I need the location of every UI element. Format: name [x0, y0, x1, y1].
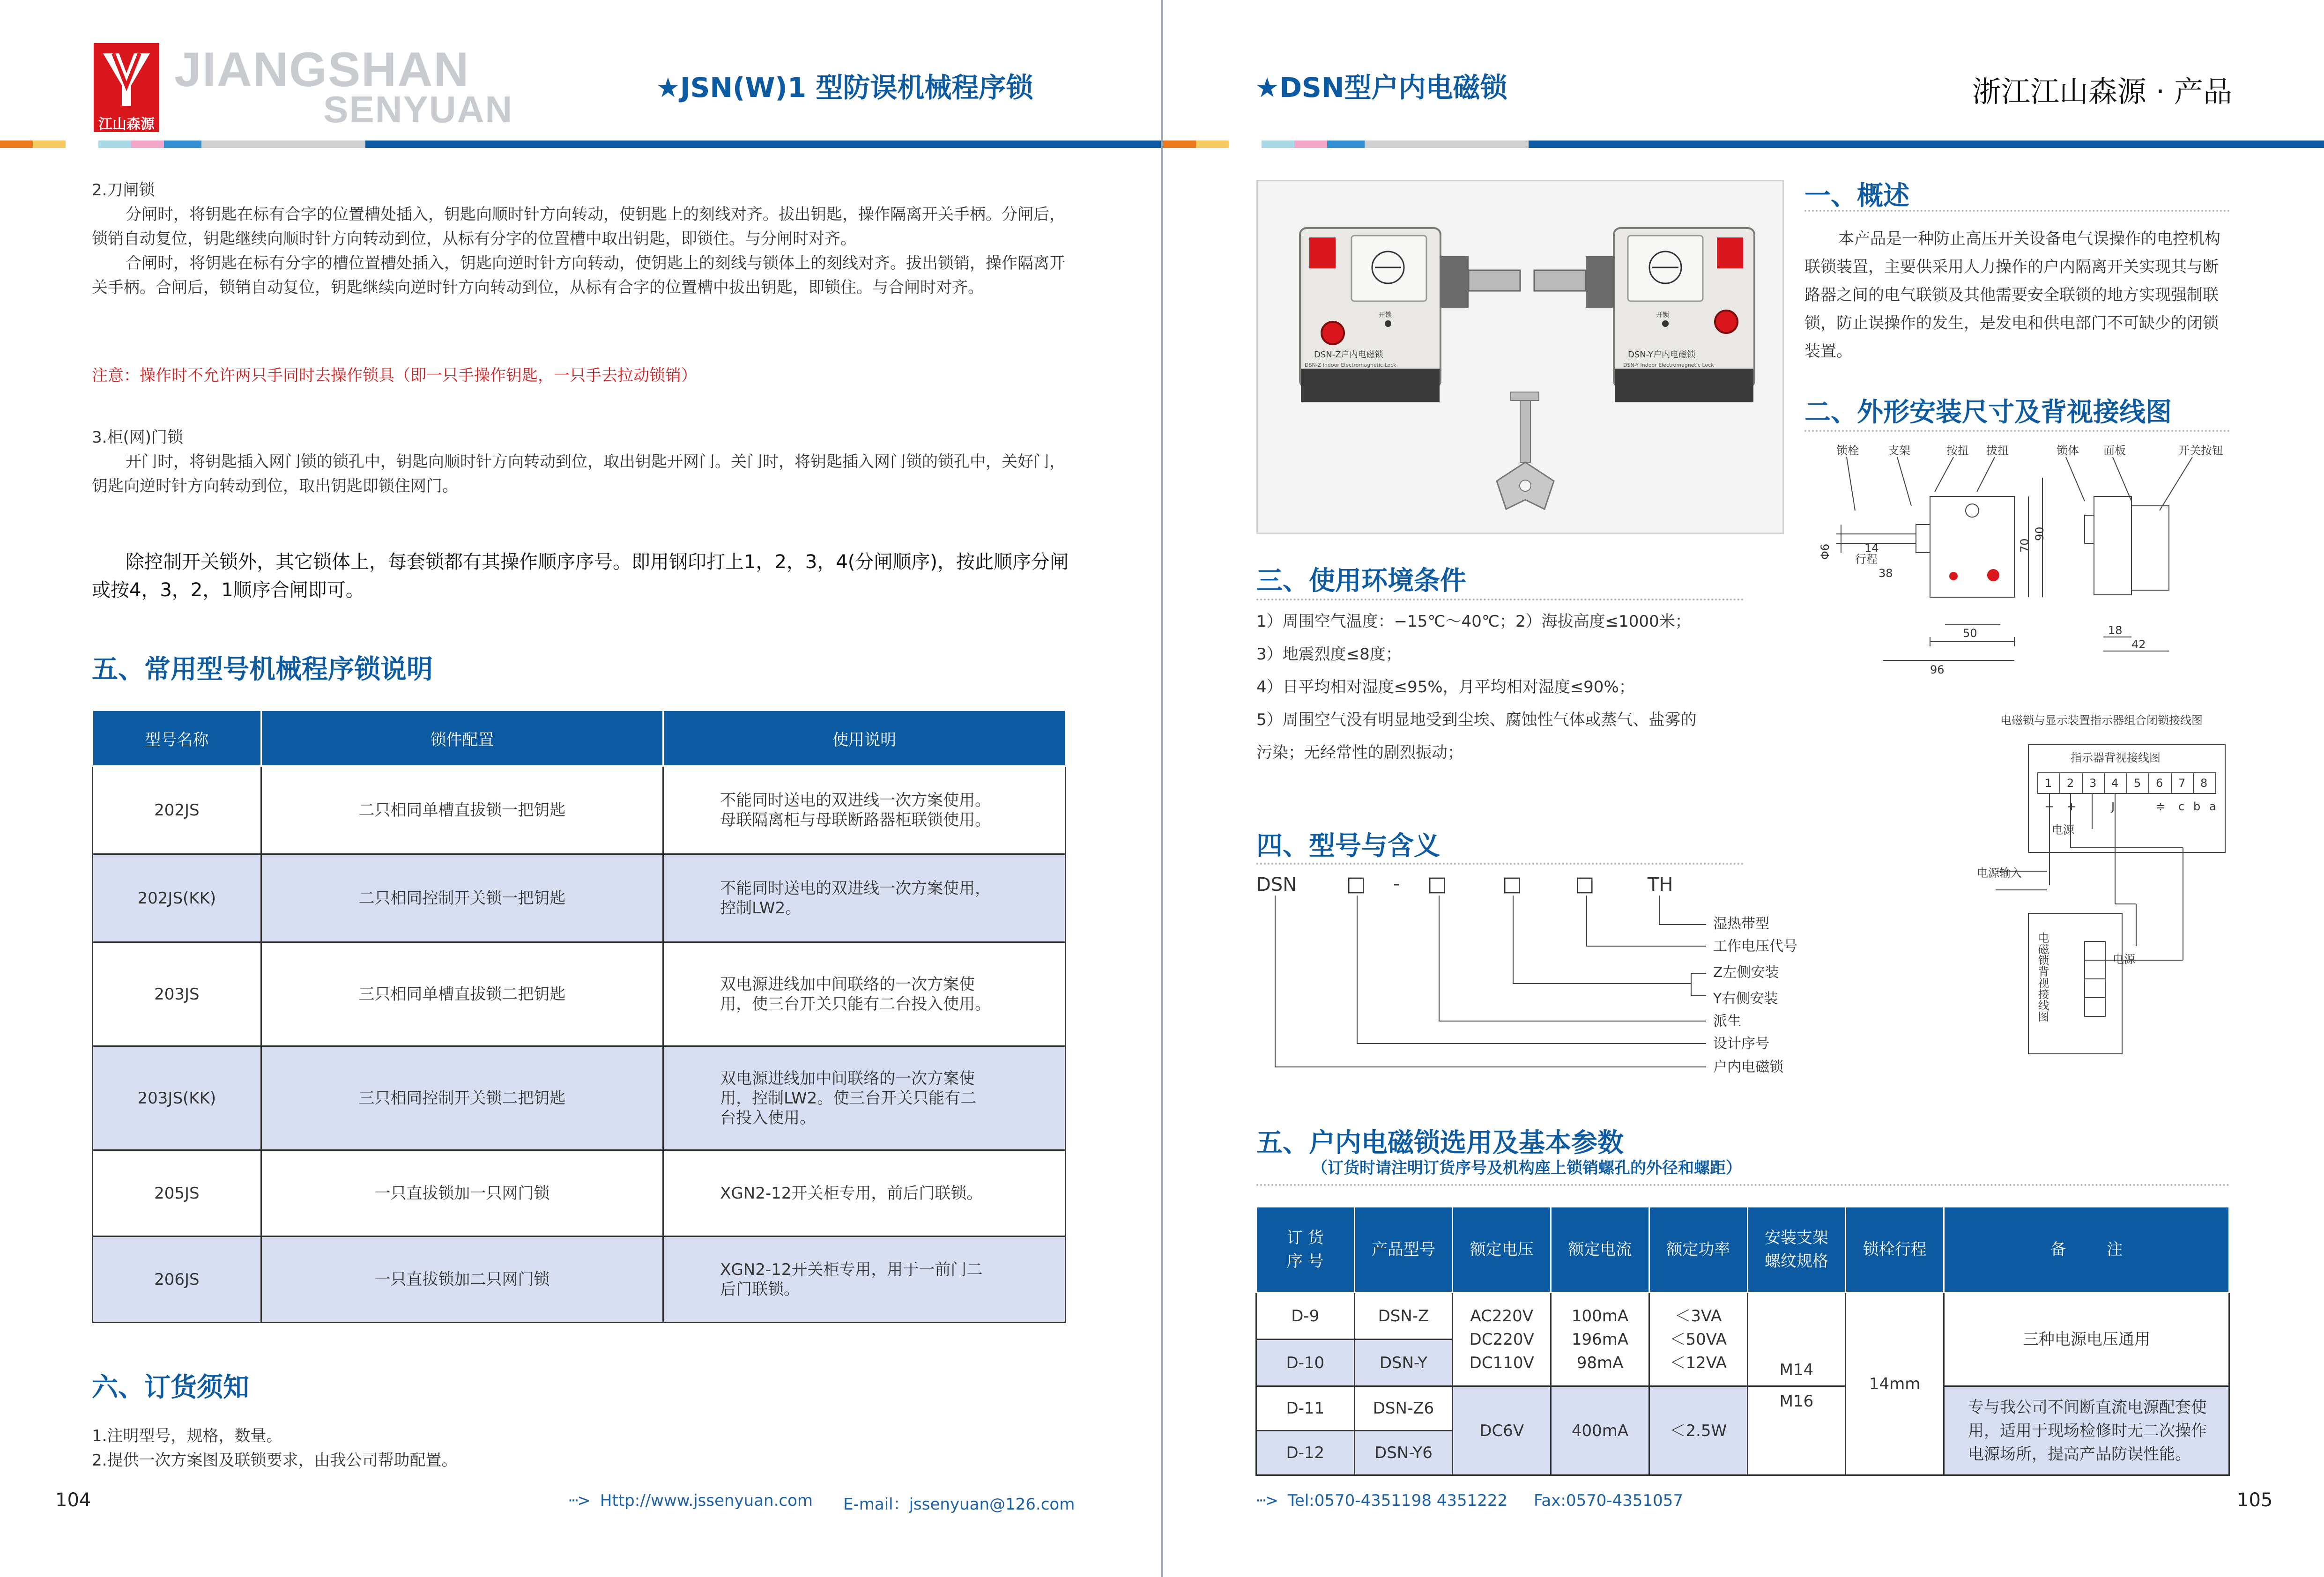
footer-website[interactable]: [568, 1491, 813, 1510]
terminal-3: 3: [2089, 777, 2097, 790]
terminal-7: 7: [2178, 777, 2186, 790]
label-lock-body: 锁体: [2057, 444, 2079, 457]
order-note-1: 1.注明型号，规格，数量。: [92, 1427, 282, 1445]
phone-text: Tel:0570-4351198 4351222: [1287, 1491, 1508, 1510]
dim-42: 42: [2131, 638, 2146, 651]
usage-cell: 双电源进线加中间联络的一次方案使 用，使三台开关只能有二台投入使用。: [663, 942, 1066, 1046]
left-page-title: ★JSN(W)1 型防误机械程序锁: [656, 72, 1033, 104]
electromagnetic-lock-table: [1255, 1206, 2230, 1476]
knife-lock-open-text: 分闸时，将钥匙在标有合字的位置槽处插入，钥匙向顺时针方向转动，使钥匙上的刻线对齐。拔出钥匙，操作隔离开关手柄。分闸后，锁销自动复位，钥匙继续向顺时针方向转动到位，从标有分字的位置槽中取出钥匙，即锁住。与分闸时对齐。: [92, 205, 1065, 248]
meaning-humid-tropical: 湿热带型: [1713, 916, 1769, 932]
meaning-design-number: 设计序号: [1713, 1036, 1769, 1052]
warning-text: 注意：操作时不允许两只手同时去操作锁具（即一只手操作钥匙，一只手去拉动锁销）: [92, 366, 697, 385]
arrow-icon: ···>: [568, 1491, 589, 1510]
dim-stroke: 行程: [1855, 553, 1878, 566]
col-header-model: 产品型号: [1354, 1207, 1453, 1293]
power-cell: ＜3VA ＜50VA ＜12VA: [1649, 1293, 1747, 1386]
logo-text: 江山森源: [98, 116, 155, 133]
col-header-config: 锁件配置: [261, 711, 663, 766]
wiring-caption: 电磁锁与显示装置指示器组合闭锁接线图: [2000, 714, 2203, 727]
col-header-note: 备 注: [1944, 1207, 2229, 1293]
model-box-4: □: [1575, 872, 1595, 896]
env-line-1: 1）周围空气温度：−15℃～40℃；2）海拔高度≤1000米；: [1256, 612, 1691, 631]
col-header-current: 额定电流: [1551, 1207, 1649, 1293]
model-cell: DSN-Y: [1354, 1340, 1453, 1386]
model-box-2: □: [1427, 872, 1447, 896]
config-cell: 三只相同控制开关锁二把钥匙: [261, 1046, 663, 1150]
meaning-left-install: Z左侧安装: [1713, 964, 1779, 981]
meaning-indoor-lock: 户内电磁锁: [1713, 1059, 1783, 1075]
page-number-left: 104: [55, 1489, 91, 1511]
brand-name-top: JIANGSHAN: [174, 43, 470, 97]
logo-y-icon: [100, 49, 153, 109]
knife-lock-title: 2.刀闸锁: [92, 181, 155, 200]
dim-70: 70: [2018, 538, 2031, 553]
label-switch-button: 开关按钮: [2178, 444, 2223, 457]
col-header-power: 额定功率: [1649, 1207, 1747, 1293]
right-page-title: ★DSN型户内电磁锁: [1255, 72, 1507, 104]
overview-text: 本产品是一种防止高压开关设备电气误操作的电控机构联锁装置，主要供采用人力操作的户内隔离开关实现其与断路器之间的电气联锁及其他需要安全联锁的地方实现强制联锁，防止误操作的发生，是发电和供电部门不可缺少的闭锁装置。: [1804, 230, 2220, 361]
config-cell: 三只相同单槽直拔锁二把钥匙: [261, 942, 663, 1046]
model-cell: 202JS: [93, 766, 261, 854]
order-cell: D-12: [1256, 1431, 1355, 1475]
brand-name-bottom: SENYUAN: [323, 89, 513, 130]
power-label-bottom: 电源: [2113, 953, 2135, 966]
model-suffix: TH: [1648, 874, 1673, 896]
table-row: [1256, 1386, 2229, 1431]
dimension-heading: 二、外形安装尺寸及背视接线图: [1804, 397, 2172, 428]
model-cell: 205JS: [93, 1150, 261, 1236]
divider: [1804, 430, 2230, 432]
power-input-label: 电源输入: [1977, 866, 2022, 880]
arrow-icon: ···>: [1255, 1491, 1277, 1510]
company-logo: [94, 43, 159, 132]
knife-lock-section: [92, 178, 1071, 300]
mark-plus: +: [2067, 800, 2077, 813]
env-line-3: 4）日平均相对湿度≤95%，月平均相对湿度≤90%；: [1256, 678, 1635, 696]
model-cell: 203JS(KK): [93, 1046, 261, 1150]
table-row: [1256, 1293, 2229, 1340]
config-cell: 一只直拔锁加一只网门锁: [261, 1150, 663, 1236]
key-icon: [1497, 392, 1554, 509]
company-name: 浙江江山森源 · 产品: [1972, 74, 2232, 109]
terminal-8: 8: [2200, 777, 2208, 790]
table-row: [93, 942, 1066, 1046]
col-header-thread: 安装支架 螺纹规格: [1747, 1207, 1846, 1293]
lock-z-illustration: [1300, 228, 1520, 402]
footer-fax: Fax:0570-4351057: [1534, 1491, 1684, 1510]
website-link[interactable]: Http://www.jssenyuan.com: [600, 1491, 813, 1510]
footer-email[interactable]: E-mail：jssenyuan@126.com: [843, 1495, 1075, 1514]
power-cell: ＜2.5W: [1649, 1386, 1747, 1475]
table-header-row: [93, 711, 1066, 766]
thread-cell: M16: [1747, 1386, 1846, 1475]
order-note-2: 2.提供一次方案图及联锁要求，由我公司帮助配置。: [92, 1451, 458, 1470]
order-notes: [92, 1424, 1029, 1473]
divider: [1256, 599, 1744, 600]
cabinet-lock-section: [92, 425, 1071, 498]
terminal-1: 1: [2045, 777, 2052, 790]
usage-cell: XGN2-12开关柜专用，前后门联锁。: [663, 1150, 1066, 1236]
environment-list: [1256, 605, 1795, 769]
lock-z-label: DSN-Z户内电磁锁: [1314, 350, 1383, 360]
order-cell: D-9: [1256, 1293, 1355, 1340]
env-line-5: 污染；无经常性的剧烈振动；: [1256, 743, 1463, 762]
product-photo: [1256, 180, 1784, 534]
dim-90: 90: [2033, 526, 2046, 541]
model-box-3: □: [1502, 872, 1522, 896]
label-panel: 面板: [2103, 444, 2126, 457]
current-cell: 100mA 196mA 98mA: [1551, 1293, 1649, 1386]
mark-c: c: [2178, 800, 2185, 813]
mark-b: b: [2193, 800, 2201, 813]
env-line-2: 3）地震烈度≤8度；: [1256, 645, 1402, 664]
label-pull-button: 拔扭: [1986, 444, 2009, 457]
table-row: [93, 1150, 1066, 1236]
note-cell: 专与我公司不间断直流电源配套使 用，适用于现场检修时无二次操作 电源场所，提高产品防误性能。: [1944, 1386, 2229, 1475]
dim-diameter: Φ6: [1819, 543, 1832, 560]
cabinet-lock-title: 3.柜(网)门锁: [92, 428, 183, 447]
lock-y-illustration: [1534, 228, 1754, 402]
table-row: [93, 854, 1066, 942]
model-cell: 206JS: [93, 1236, 261, 1323]
config-cell: 一只直拔锁加二只网门锁: [261, 1236, 663, 1323]
label-press-button: 按扭: [1946, 444, 1969, 457]
lock-y-sub: DSN-Y Indoor Electromagnetic Lock: [1623, 362, 1714, 368]
terminal-5: 5: [2134, 777, 2141, 790]
mechanical-lock-table: [92, 710, 1066, 1323]
indicator-title: 指示器背视接线图: [2071, 751, 2161, 764]
dim-96: 96: [1930, 663, 1945, 676]
lock-wiring-label: 电磁锁背视接线图: [2036, 932, 2049, 1022]
switch-label-left: 开锁: [1379, 311, 1392, 319]
model-dash: -: [1393, 873, 1400, 895]
table-row: [93, 1046, 1066, 1150]
sequence-note: 除控制开关锁外，其它锁体上，每套锁都有其操作顺序序号。即用钢印打上1，2，3，4(分闸顺序)，按此顺序分闸或按4，3，2，1顺序合闸即可。: [92, 551, 1069, 601]
model-cell: DSN-Z: [1354, 1293, 1453, 1340]
terminal-4: 4: [2111, 777, 2119, 790]
meaning-right-install: Y右侧安装: [1713, 991, 1778, 1007]
current-cell: 400mA: [1551, 1386, 1649, 1475]
switch-label-right: 开锁: [1656, 311, 1669, 319]
model-cell: DSN-Y6: [1354, 1431, 1453, 1475]
model-code-diagram: [1256, 866, 1809, 1084]
model-heading: 四、型号与含义: [1256, 831, 1440, 861]
table-header-row: [1256, 1207, 2229, 1293]
col-header-voltage: 额定电压: [1453, 1207, 1551, 1293]
usage-cell: 不能同时送电的双进线一次方案使用。 母联隔离柜与母联断路器柜联锁使用。: [663, 766, 1066, 854]
section5-heading: 五、常用型号机械程序锁说明: [92, 654, 433, 685]
label-lock-bolt: 锁栓: [1836, 444, 1859, 457]
terminal-2: 2: [2067, 777, 2074, 790]
mark-a: a: [2209, 800, 2216, 813]
terminal-6: 6: [2156, 777, 2163, 790]
col-header-usage: 使用说明: [663, 711, 1066, 766]
model-prefix: DSN: [1256, 874, 1297, 896]
note-cell: 三种电源电压通用: [1944, 1293, 2229, 1386]
dim-38: 38: [1879, 567, 1893, 580]
model-cell: DSN-Z6: [1354, 1386, 1453, 1431]
selection-heading: 五、户内电磁锁选用及基本参数: [1256, 1128, 1624, 1158]
dimension-drawing: [1819, 440, 2235, 686]
knife-lock-close-text: 合闸时，将钥匙在标有分字的槽位置槽处插入，钥匙向逆时针方向转动，使钥匙上的刻线与锁体上的刻线对齐。拔出锁销，操作隔离开关手柄。合闸后，锁销自动复位，钥匙继续向逆时针方向转动到位，从标有合字的位置槽中拔出钥匙，即锁住。与合闸时对齐。: [92, 254, 1065, 297]
meaning-derivative: 派生: [1713, 1013, 1741, 1029]
dim-14: 14: [1864, 541, 1879, 555]
lock-y-label: DSN-Y户内电磁锁: [1628, 350, 1696, 360]
stroke-cell: 14mm: [1846, 1293, 1944, 1475]
voltage-cell: AC220V DC220V DC110V: [1453, 1293, 1551, 1386]
table-row: [93, 1236, 1066, 1323]
usage-cell: 双电源进线加中间联络的一次方案使 用，控制LW2。使三台开关只能有二 台投入使用。: [663, 1046, 1066, 1150]
left-page: [0, 0, 1161, 1577]
mark-ground: ≑: [2156, 800, 2166, 813]
thread-cell: M14: [1747, 1293, 1846, 1386]
power-label-top: 电源: [2052, 823, 2074, 837]
dim-50: 50: [1963, 627, 1977, 640]
col-header-model: 型号名称: [93, 711, 261, 766]
usage-cell: XGN2-12开关柜专用，用于一前门二 后门联锁。: [663, 1236, 1066, 1323]
env-line-4: 5）周围空气没有明显地受到尘埃、腐蚀性气体或蒸气、盐雾的: [1256, 711, 1697, 729]
environment-heading: 三、使用环境条件: [1256, 566, 1466, 596]
dim-18: 18: [2108, 624, 2123, 637]
model-cell: 203JS: [93, 942, 261, 1046]
overview-heading: 一、概述: [1804, 181, 1909, 211]
order-cell: D-10: [1256, 1340, 1355, 1386]
divider: [1804, 210, 2230, 212]
section6-heading: 六、订货须知: [92, 1372, 249, 1403]
meaning-voltage-code: 工作电压代号: [1713, 938, 1797, 955]
order-cell: D-11: [1256, 1386, 1355, 1431]
wiring-diagram: [1977, 735, 2239, 1074]
lock-z-sub: DSN-Z Indoor Electromagnetic Lock: [1305, 362, 1396, 368]
table-row: [93, 766, 1066, 854]
voltage-cell: DC6V: [1453, 1386, 1551, 1475]
label-bracket: 支架: [1888, 444, 1910, 457]
mark-minus: −: [2045, 800, 2055, 813]
config-cell: 二只相同控制开关锁一把钥匙: [261, 854, 663, 942]
usage-cell: 不能同时送电的双进线一次方案使用， 控制LW2。: [663, 854, 1066, 942]
divider: [1256, 863, 1744, 865]
page-number-right: 105: [2237, 1489, 2273, 1511]
config-cell: 二只相同单槽直拔锁一把钥匙: [261, 766, 663, 854]
divider: [1256, 1184, 2230, 1186]
mark-j: J: [2111, 800, 2115, 813]
model-box-1: □: [1346, 872, 1366, 896]
col-header-stroke: 锁栓行程: [1846, 1207, 1944, 1293]
col-header-order: 订 货 序 号: [1256, 1207, 1355, 1293]
model-cell: 202JS(KK): [93, 854, 261, 942]
footer-phone: [1255, 1491, 1507, 1510]
selection-note: （订货时请注明订货序号及机构座上锁销螺孔的外径和螺距）: [1312, 1159, 1742, 1177]
cabinet-lock-text: 开门时，将钥匙插入网门锁的锁孔中，钥匙向顺时针方向转动到位，取出钥匙开网门。关门时，将钥匙插入网门锁的锁孔中，关好门，钥匙向逆时针方向转动到位，取出钥匙即锁住网门。: [92, 452, 1065, 496]
